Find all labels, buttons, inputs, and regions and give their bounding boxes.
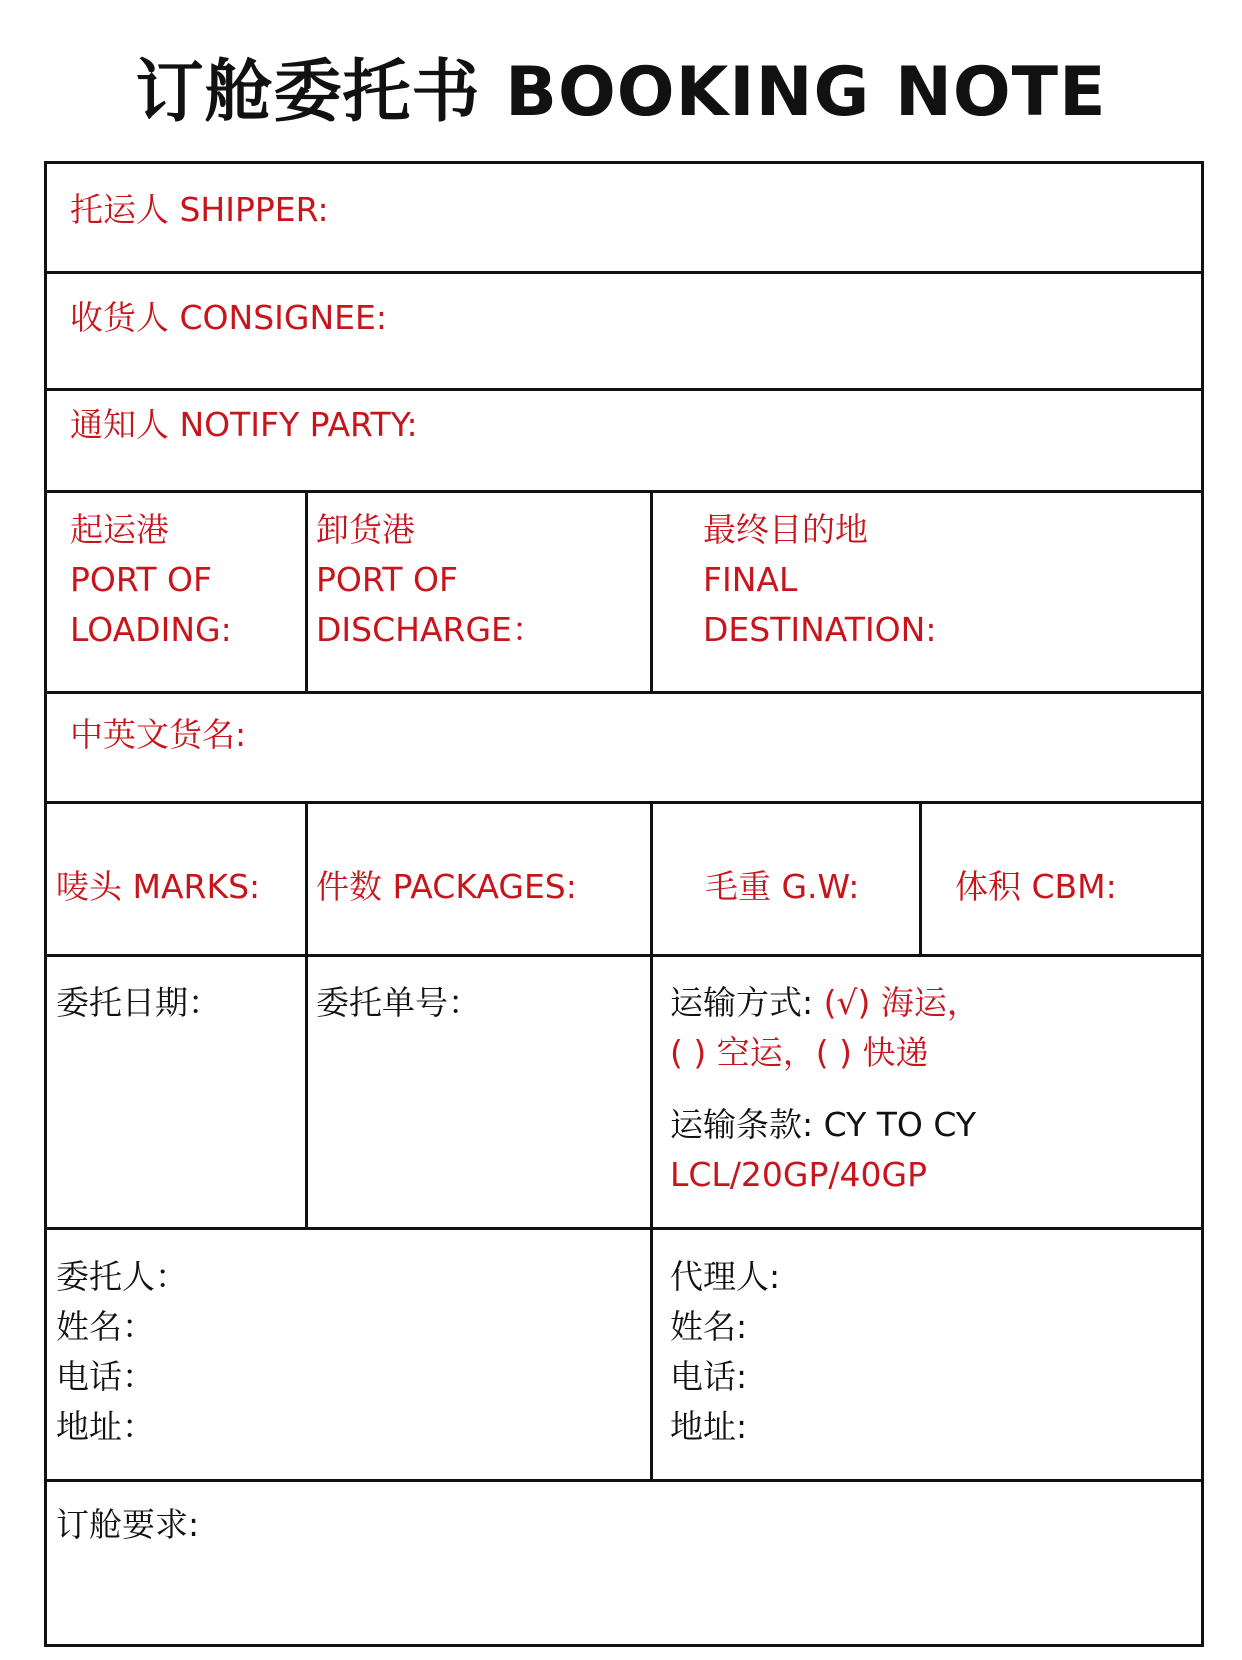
row-divider xyxy=(44,954,1204,957)
column-divider xyxy=(919,801,922,954)
booking-requirements-label: 订舱要求: xyxy=(56,1505,200,1544)
row-divider xyxy=(44,388,1204,391)
port-of-discharge-en2: DISCHARGE： xyxy=(316,610,545,649)
port-of-loading-en1: PORT OF xyxy=(70,560,213,599)
port-of-loading-cn: 起运港 xyxy=(70,510,169,549)
transport-terms-line xyxy=(670,1100,976,1150)
packages-label: 件数 PACKAGES: xyxy=(316,867,577,906)
row-divider xyxy=(44,1227,1204,1230)
booking-date-label: 委托日期： xyxy=(56,983,221,1022)
booking-number-label: 委托单号： xyxy=(316,983,481,1022)
transport-mode-sea: (√) 海运， xyxy=(823,983,980,1022)
transport-mode-label: 运输方式: xyxy=(670,983,814,1022)
column-divider xyxy=(305,801,308,1227)
row-divider xyxy=(44,271,1204,274)
principal-phone: 电话： xyxy=(56,1357,155,1396)
goods-name-label: 中英文货名: xyxy=(70,715,247,754)
row-divider xyxy=(44,490,1204,493)
marks-label: 唛头 MARKS: xyxy=(56,867,261,906)
principal-title: 委托人： xyxy=(56,1257,188,1296)
column-divider xyxy=(305,490,308,691)
column-divider xyxy=(650,801,653,1227)
port-of-discharge-en1: PORT OF xyxy=(316,560,459,599)
row-divider xyxy=(44,1479,1204,1482)
column-divider xyxy=(650,490,653,691)
transport-mode-line2: ( ) 空运，( ) 快递 xyxy=(670,1033,929,1072)
column-divider xyxy=(650,1227,653,1479)
agent-address: 地址: xyxy=(670,1407,748,1446)
transport-terms-label: 运输条款: xyxy=(670,1105,814,1144)
agent-phone: 电话: xyxy=(670,1357,748,1396)
agent-name: 姓名: xyxy=(670,1307,748,1346)
shipper-label: 托运人 SHIPPER: xyxy=(70,190,329,229)
port-of-discharge-cn: 卸货港 xyxy=(316,510,415,549)
row-divider xyxy=(44,691,1204,694)
gross-weight-label: 毛重 G.W: xyxy=(705,867,860,906)
principal-address: 地址： xyxy=(56,1407,155,1446)
page-title: 订舱委托书 BOOKING NOTE xyxy=(135,53,1107,132)
container-types: LCL/20GP/40GP xyxy=(670,1155,927,1194)
agent-title: 代理人: xyxy=(670,1257,781,1296)
transport-mode-line1 xyxy=(670,978,980,1028)
final-destination-en1: FINAL xyxy=(703,560,798,599)
final-destination-en2: DESTINATION: xyxy=(703,610,937,649)
transport-terms-value: CY TO CY xyxy=(823,1105,976,1144)
final-destination-cn: 最终目的地 xyxy=(703,510,868,549)
principal-name: 姓名： xyxy=(56,1307,155,1346)
volume-label: 体积 CBM: xyxy=(955,867,1117,906)
notify-party-label: 通知人 NOTIFY PARTY: xyxy=(70,405,418,444)
consignee-label: 收货人 CONSIGNEE: xyxy=(70,298,387,337)
row-divider xyxy=(44,801,1204,804)
port-of-loading-en2: LOADING: xyxy=(70,610,232,649)
